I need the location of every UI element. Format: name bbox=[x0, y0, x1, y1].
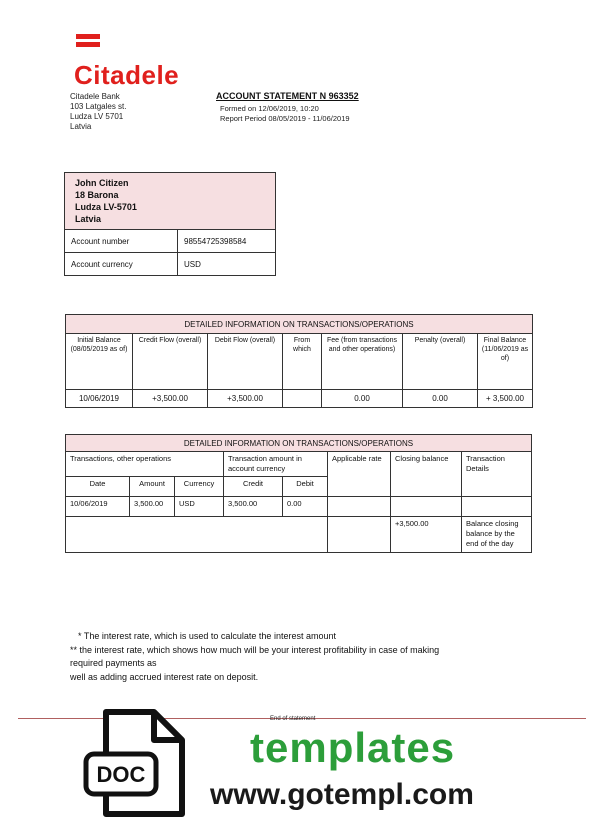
header-debit: Debit bbox=[283, 477, 328, 497]
header-amount: Amount bbox=[130, 477, 175, 497]
header-final-balance: Final Balance (11/06/2019 as of) bbox=[478, 334, 533, 390]
footnote-4: well as adding accrued interest rate on deposit. bbox=[70, 671, 259, 682]
row-debit: 0.00 bbox=[283, 497, 328, 517]
site-url: www.gotempl.com bbox=[210, 778, 474, 811]
bank-address-line: Citadele Bank bbox=[70, 92, 120, 101]
closing-note: Balance closing balance by the end of the day bbox=[462, 517, 532, 553]
customer-country: Latvia bbox=[75, 214, 102, 224]
formed-on: Formed on 12/06/2019, 10:20 bbox=[220, 104, 319, 113]
bank-address bbox=[70, 92, 126, 132]
transactions-table bbox=[65, 434, 532, 553]
header-credit: Credit bbox=[224, 477, 283, 497]
bank-address-line: Ludza LV 5701 bbox=[70, 112, 124, 121]
header-initial-balance: Initial Balance (08/05/2019 as of) bbox=[66, 334, 133, 390]
value-credit-flow: +3,500.00 bbox=[133, 390, 208, 408]
customer-name: John Citizen bbox=[75, 178, 129, 188]
doc-file-icon bbox=[82, 708, 192, 825]
empty-cell bbox=[66, 517, 328, 553]
header-transaction-amount: Transaction amount in account currency bbox=[224, 452, 328, 477]
header-credit-flow: Credit Flow (overall) bbox=[133, 334, 208, 390]
value-final-balance: + 3,500.00 bbox=[478, 390, 533, 408]
templates-watermark: templates bbox=[250, 724, 456, 771]
row-details bbox=[462, 497, 532, 517]
value-penalty: 0.00 bbox=[403, 390, 478, 408]
bank-address-line: Latvia bbox=[70, 122, 92, 131]
value-fee: 0.00 bbox=[322, 390, 403, 408]
statement-meta bbox=[220, 104, 350, 124]
customer-address bbox=[65, 173, 276, 230]
footnote-2: ** the interest rate, which shows how much will be your interest profitability in case of making bbox=[70, 644, 440, 655]
customer-table bbox=[64, 172, 276, 276]
header-applicable-rate: Applicable rate bbox=[328, 452, 391, 497]
header-penalty: Penalty (overall) bbox=[403, 334, 478, 390]
summary-table bbox=[65, 314, 533, 408]
footnotes bbox=[70, 630, 440, 684]
value-from-which bbox=[283, 390, 322, 408]
empty-rate bbox=[328, 517, 391, 553]
header-date: Date bbox=[66, 477, 130, 497]
report-period: Report Period 08/05/2019 - 11/06/2019 bbox=[220, 114, 350, 123]
row-date: 10/06/2019 bbox=[66, 497, 130, 517]
statement-title: ACCOUNT STATEMENT N 963352 bbox=[216, 91, 359, 101]
summary-table-title: DETAILED INFORMATION ON TRANSACTIONS/OPERATIONS bbox=[66, 315, 533, 334]
footnote-1: * The interest rate, which is used to calculate the interest amount bbox=[78, 631, 336, 641]
header-fee: Fee (from transactions and other operations) bbox=[322, 334, 403, 390]
row-credit: 3,500.00 bbox=[224, 497, 283, 517]
header-debit-flow: Debit Flow (overall) bbox=[208, 334, 283, 390]
value-debit-flow: +3,500.00 bbox=[208, 390, 283, 408]
header-from-which: From which bbox=[283, 334, 322, 390]
customer-street: 18 Barona bbox=[75, 190, 119, 200]
header-transactions-group: Transactions, other operations bbox=[66, 452, 224, 477]
logo-mark-icon bbox=[76, 34, 100, 50]
row-amount: 3,500.00 bbox=[130, 497, 175, 517]
header-currency: Currency bbox=[175, 477, 224, 497]
transactions-table-title: DETAILED INFORMATION ON TRANSACTIONS/OPERATIONS bbox=[66, 435, 532, 452]
footnote-3: required payments as bbox=[70, 658, 157, 668]
doc-label: DOC bbox=[96, 762, 146, 787]
bank-address-line: 103 Latgales st. bbox=[70, 102, 127, 111]
row-closing bbox=[391, 497, 462, 517]
row-rate bbox=[328, 497, 391, 517]
account-number-label: Account number bbox=[65, 230, 178, 253]
account-currency-label: Account currency bbox=[65, 253, 178, 276]
header-closing-balance: Closing balance bbox=[391, 452, 462, 497]
account-number: 98554725398584 bbox=[178, 230, 276, 253]
header-transaction-details: Transaction Details bbox=[462, 452, 532, 497]
account-currency: USD bbox=[178, 253, 276, 276]
bank-logo: Citadele bbox=[74, 60, 180, 90]
value-initial-balance: 10/06/2019 bbox=[66, 390, 133, 408]
customer-city: Ludza LV-5701 bbox=[75, 202, 137, 212]
closing-value: +3,500.00 bbox=[391, 517, 462, 553]
row-currency: USD bbox=[175, 497, 224, 517]
end-of-statement: End of statement bbox=[270, 716, 316, 722]
